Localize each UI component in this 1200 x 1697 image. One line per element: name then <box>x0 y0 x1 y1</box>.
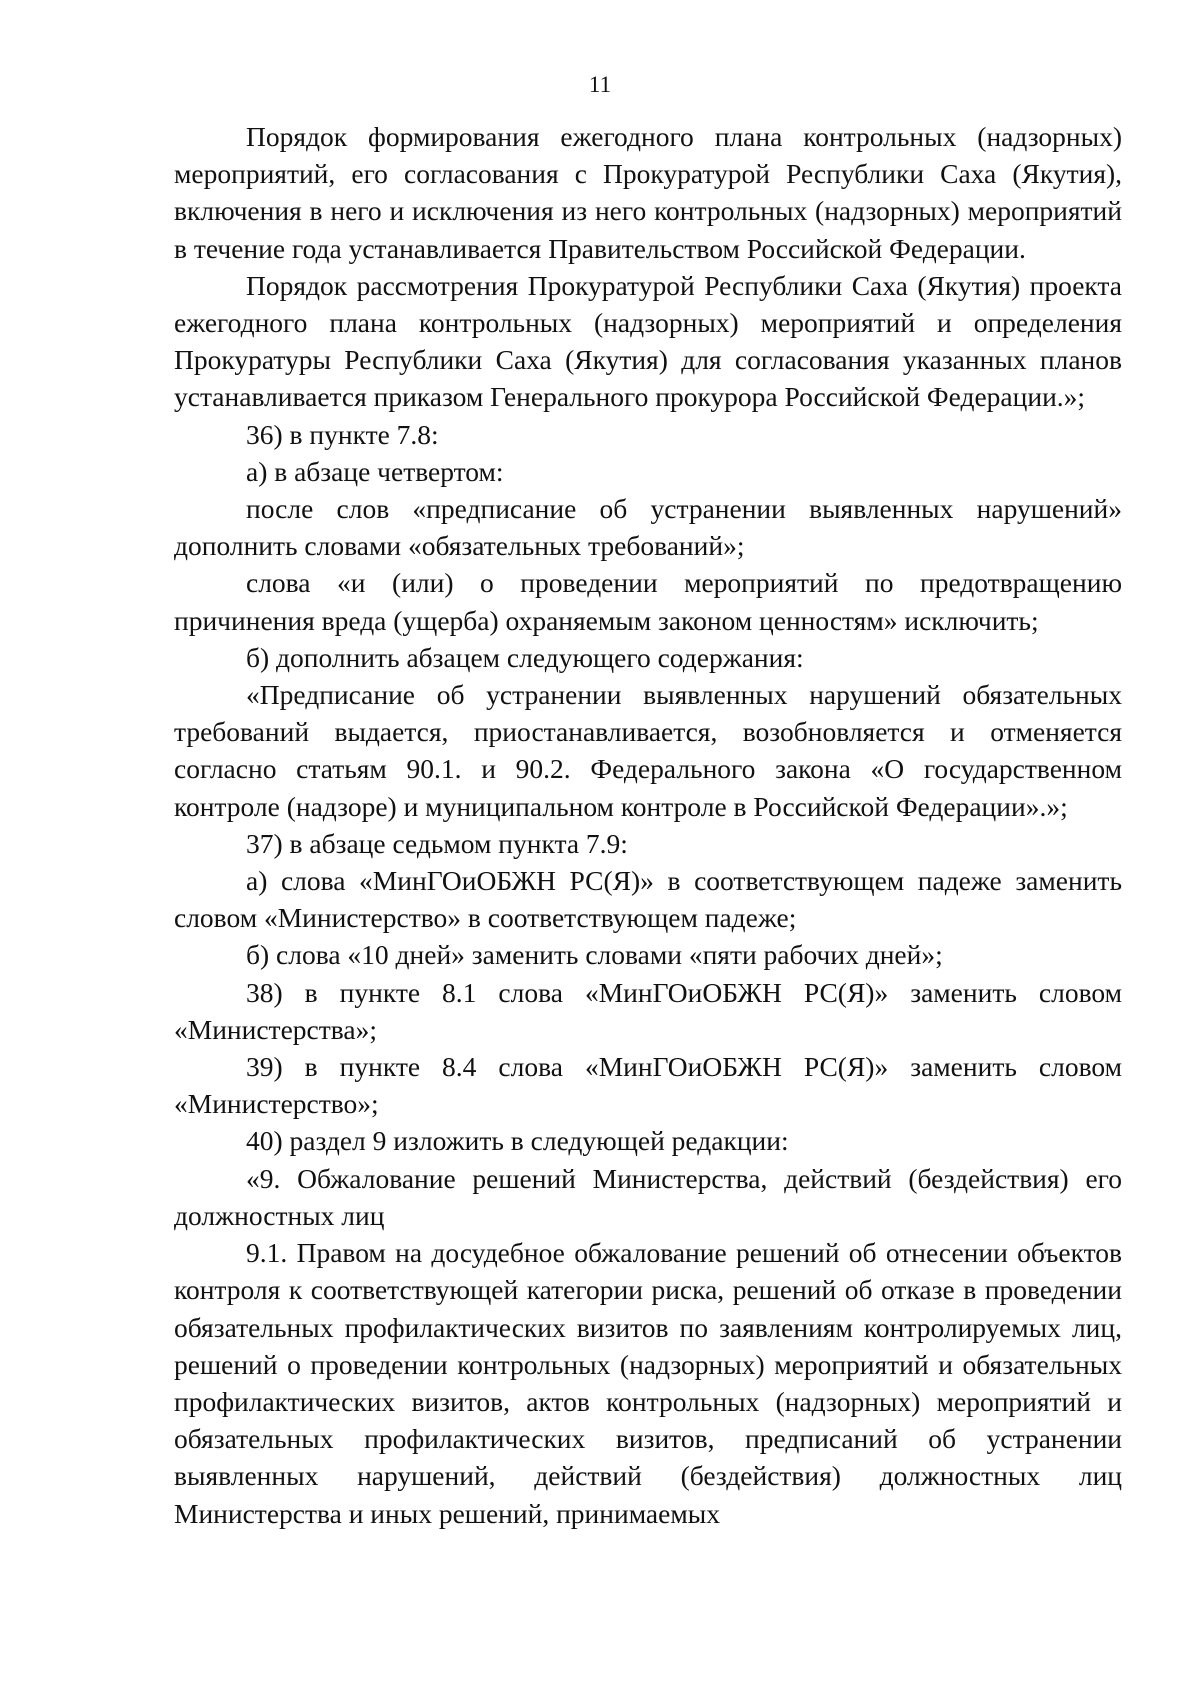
paragraph-9-1: 9.1. Правом на досудебное обжалование решений об отнесении объектов контроля к соответствующей категории риска, решений об отказе в проведении обязательных профилактических визитов по заявлениям контролируемых лиц, решений о проведении контрольных (надзорных) мероприятий и обязательных профилактических визитов, актов контрольных (надзорных) мероприятий и обязательных профилактических визитов, предписаний об устранении выявленных нарушений, действий (бездействия) должностных лиц Министерства и иных решений, принимаемых <box>174 1237 1122 1529</box>
paragraph-section-9-title: «9. Обжалование решений Министерства, действий (бездействия) его должностных лиц <box>174 1162 1122 1231</box>
paragraph-plan-procedure: Порядок формирования ежегодного плана контрольных (надзорных) мероприятий, его согласования с Прокуратурой Республики Саха (Якутия), включения в него и исключения из него контрольных (надзорных) мероприятий в течение года устанавливается Правительством Российской Федерации. <box>174 121 1122 264</box>
paragraph-36a-1: после слов «предписание об устранении выявленных нарушений» дополнить словами «обязательных требований»; <box>174 493 1122 562</box>
paragraph-36b-text: «Предписание об устранении выявленных нарушений обязательных требований выдается, приостанавливается, возобновляется и отменяется согласно статьям 90.1. и 90.2. Федерального закона «О государственном контроле (надзоре) и муниципальном контроле в Российской Федерации».»; <box>174 679 1122 822</box>
paragraph-item-36: 36) в пункте 7.8: <box>246 418 439 450</box>
paragraph-37a: а) слова «МинГОиОБЖН РС(Я)» в соответствующем падеже заменить словом «Министерство» в соответствующем падеже; <box>174 865 1122 934</box>
paragraph-item-38: 38) в пункте 8.1 слова «МинГОиОБЖН РС(Я)» заменить словом «Министерства»; <box>174 976 1122 1045</box>
paragraph-37b: б) слова «10 дней» заменить словами «пяти рабочих дней»; <box>246 939 943 971</box>
paragraph-item-39: 39) в пункте 8.4 слова «МинГОиОБЖН РС(Я)» заменить словом «Министерство»; <box>174 1051 1122 1120</box>
page-number: 11 <box>588 72 612 97</box>
paragraph-prosecutor-review: Порядок рассмотрения Прокуратурой Республики Саха (Якутия) проекта ежегодного плана контрольных (надзорных) мероприятий и определения Прокуратуры Республики Саха (Якутия) для согласования указанных планов устанавливается приказом Генерального прокурора Российской Федерации.»; <box>174 269 1122 413</box>
paragraph-item-37: 37) в абзаце седьмом пункта 7.9: <box>246 827 628 859</box>
paragraph-36b: б) дополнить абзацем следующего содержания: <box>246 641 804 673</box>
paragraph-item-40: 40) раздел 9 изложить в следующей редакции: <box>246 1125 789 1157</box>
document-body <box>174 118 1122 1532</box>
paragraph-36a-2: слова «и (или) о проведении мероприятий по предотвращению причинения вреда (ущерба) охраняемым законом ценностям» исключить; <box>174 567 1122 636</box>
paragraph-36a: а) в абзаце четвертом: <box>246 455 504 487</box>
